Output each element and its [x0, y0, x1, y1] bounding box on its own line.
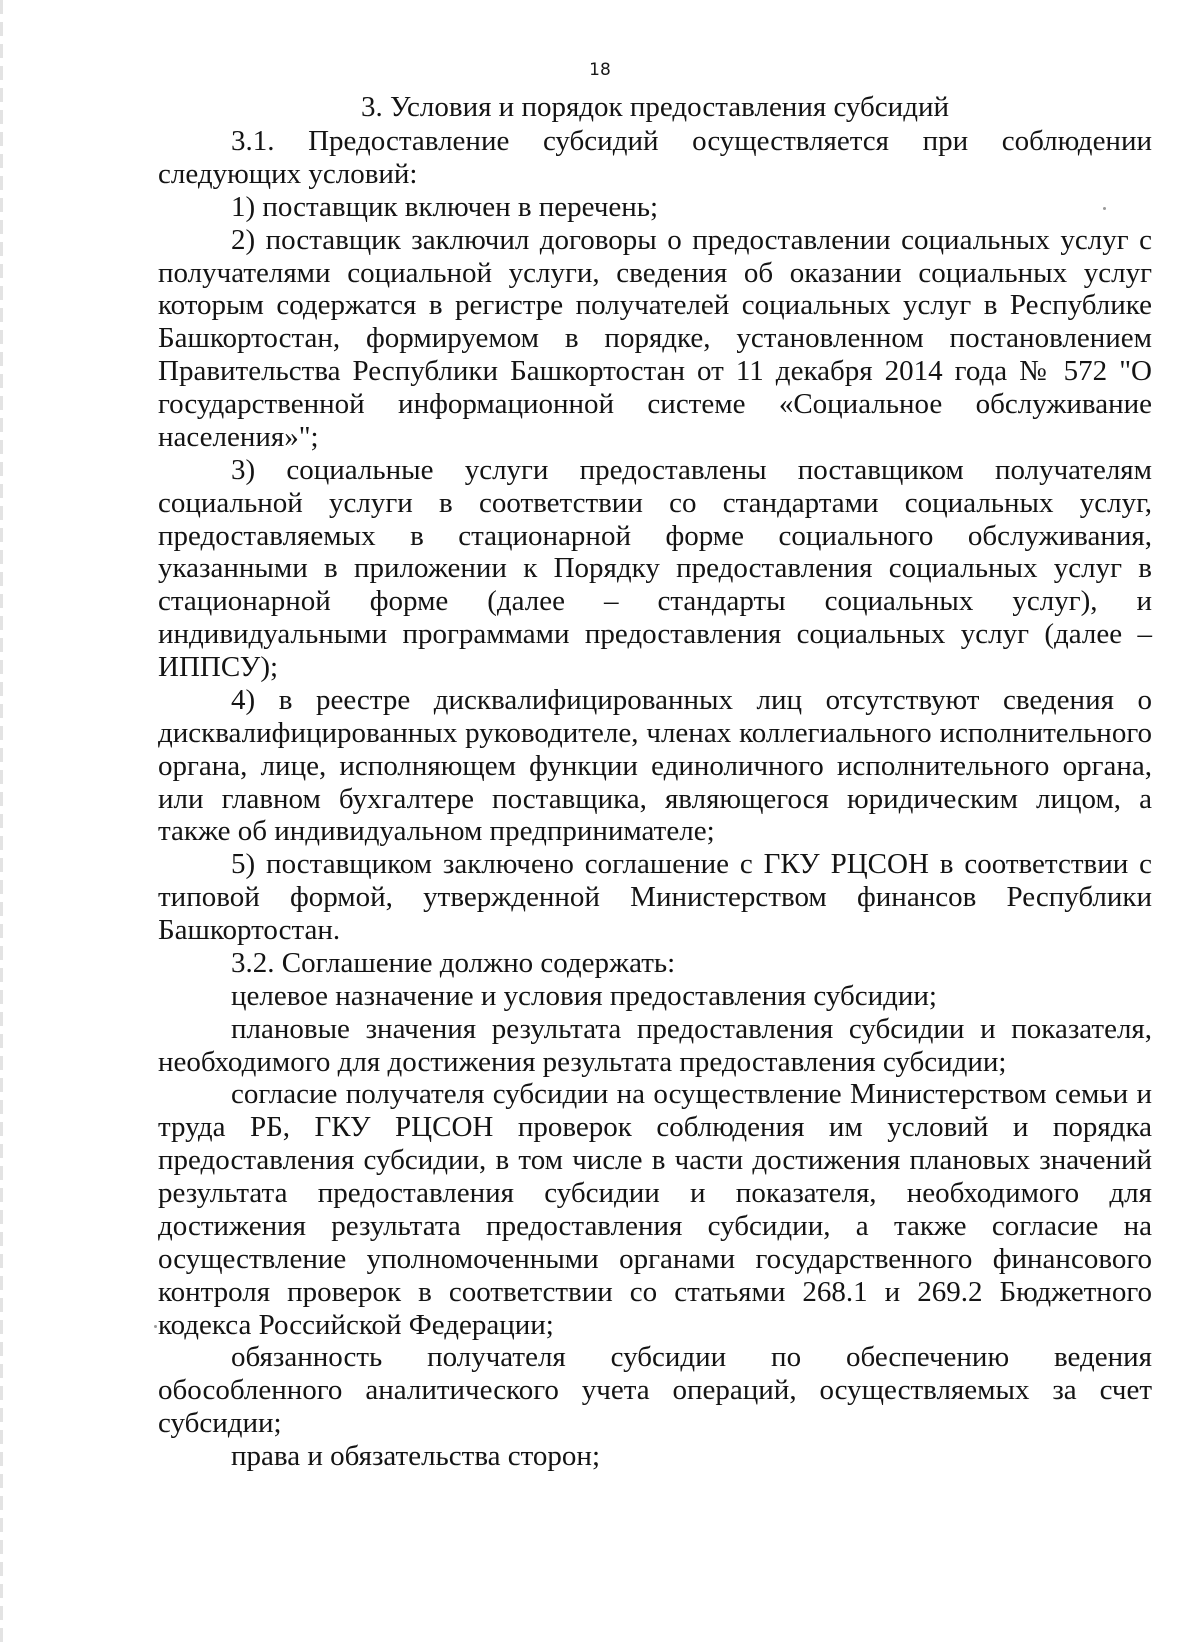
paragraph-agreement-purpose: целевое назначение и условия предоставления субсидии; — [231, 979, 937, 1012]
document-body — [158, 125, 1152, 1473]
paragraph-agreement-consent: согласие получателя субсидии на осуществление Министерством семьи и труда РБ, ГКУ РЦСОН проверок соблюдения им условий и порядка предоставления субсидии, в том числе в части достижения плановых значений результата предоставления субсидии и показателя, необходимого для достижения результата предоставления субсидии, а также согласие на осуществление уполномоченными органами государственного финансового контроля проверок в соответствии со статьями 268.1 и 269.2 Бюджетного кодекса Российской Федерации; — [158, 1078, 1152, 1341]
scan-speck — [154, 1325, 157, 1328]
scan-edge-artifact — [0, 0, 3, 1642]
paragraph-agreement-rights: права и обязательства сторон; — [231, 1440, 600, 1472]
paragraph-3-1: 3.1. Предоставление субсидий осуществляется при соблюдении следующих условий: — [158, 125, 1152, 190]
paragraph-agreement-plan-values: плановые значения результата предоставления субсидии и показателя, необходимого для достижения результата предоставления субсидии; — [158, 1012, 1152, 1078]
paragraph-condition-1: 1) поставщик включен в перечень; — [231, 190, 659, 223]
paragraph-condition-3: 3) социальные услуги предоставлены поставщиком получателям социальной услуги в соответствии со стандартами социальных услуг, предоставляемых в стационарной форме социального обслуживания, указанными в приложении к Порядку предоставления социальных услуг в стационарной форме (далее – стандарты социальных услуг), и индивидуальными программами предоставления социальных услуг (далее – ИППСУ); — [158, 453, 1152, 683]
paragraph-agreement-accounting: обязанность получателя субсидии по обеспечению ведения обособленного аналитического учета операций, осуществляемых за счет субсидии; — [158, 1341, 1152, 1440]
section-title: 3. Условия и порядок предоставления субсидий — [360, 91, 949, 123]
page-number: 18 — [589, 60, 611, 80]
paragraph-condition-2: 2) поставщик заключил договоры о предоставлении социальных услуг с получателями социальной услуги, сведения об оказании социальных услуг которым содержатся в регистре получателей социальных услуг в Республике Башкортостан, формируемом в порядке, установленном постановлением Правительства Республики Башкортостан от 11 декабря 2014 года № 572 "О государственной информационной системе «Социальное обслуживание населения»"; — [158, 223, 1152, 453]
paragraph-condition-5: 5) поставщиком заключено соглашение с ГКУ РЦСОН в соответствии с типовой формой, утвержденной Министерством финансов Республики Башкортостан. — [158, 848, 1152, 946]
paragraph-condition-4: 4) в реестре дисквалифицированных лиц отсутствуют сведения о дисквалифицированных руководителе, членах коллегиального исполнительного органа, лице, исполняющем функции единоличного исполнительного органа, или главном бухгалтере поставщика, являющегося юридическим лицом, а также об индивидуальном предпринимателе; — [158, 683, 1152, 848]
paragraph-3-2: 3.2. Соглашение должно содержать: — [231, 946, 676, 979]
